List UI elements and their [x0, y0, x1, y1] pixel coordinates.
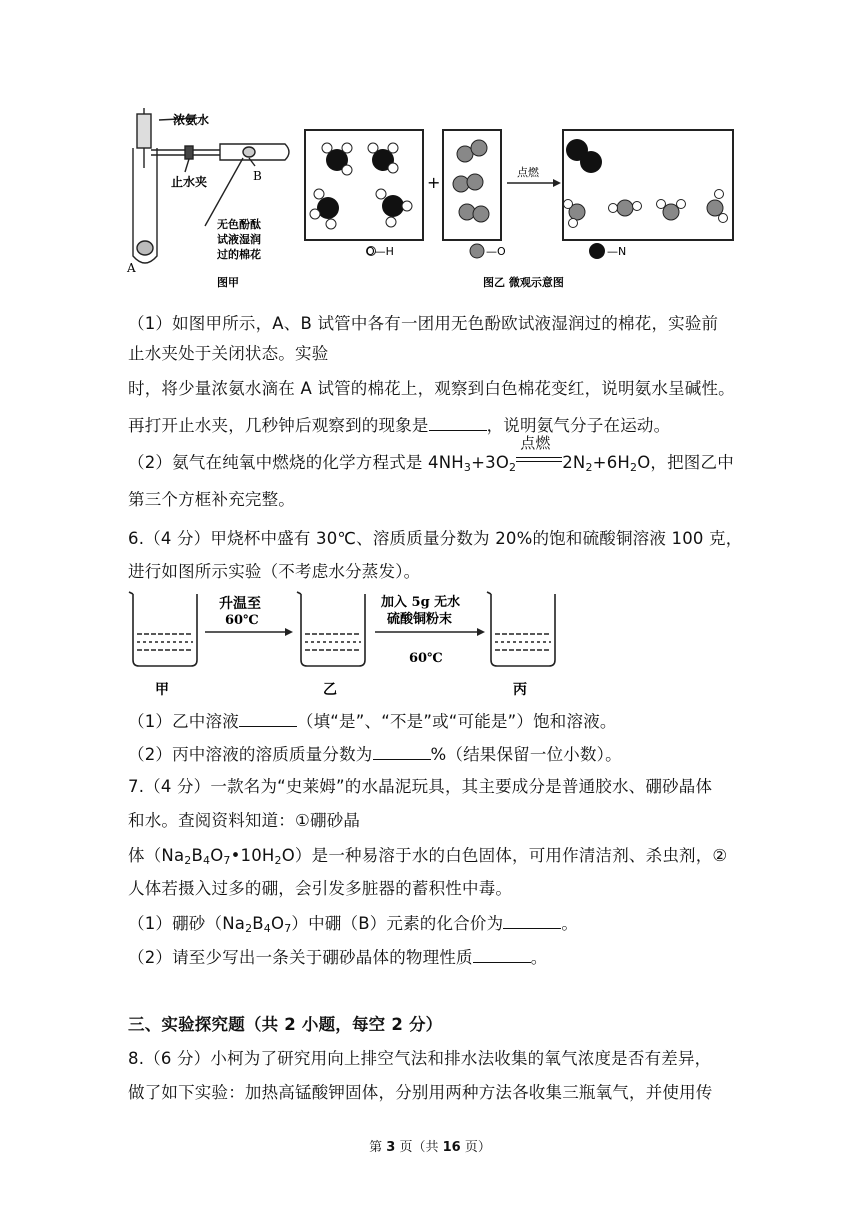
q6-line1: 6.（4 分）甲烧杯中盛有 30℃、溶质质量分数为 20%的饱和硫酸铜溶液 100 克， [128, 529, 743, 548]
caption-figure-jia: 图甲 [217, 276, 239, 289]
arrow2-label-top1: 加入 5g 无水 [381, 595, 461, 610]
equation-text: +3O [471, 453, 510, 472]
n2-molecule [566, 139, 602, 173]
q5-part2-line1 [128, 434, 734, 474]
formula-text: B [191, 846, 203, 865]
q5-part1-line2: 止水夹处于关闭状态。实验 [128, 344, 329, 363]
arrow2-label-top2: 硫酸铜粉末 [387, 612, 453, 627]
h2o-molecule [657, 200, 686, 221]
q7-part2 [128, 946, 547, 969]
arrow2-label-bottom: 60℃ [409, 651, 443, 666]
beaker-jia [129, 592, 197, 666]
q6-part2-tail: %（结果保留一位小数）。 [430, 745, 622, 764]
footer-text: 页） [460, 1140, 491, 1155]
answer-blank[interactable] [473, 946, 531, 963]
answer-blank[interactable] [429, 414, 487, 431]
o2-molecule [457, 140, 487, 162]
q7-line2: 和水。查阅资料知道：①硼砂晶 [128, 811, 361, 830]
reaction-condition: 点燃 [520, 434, 551, 452]
q7-part1-text: （1）硼砂（Na [128, 914, 246, 933]
formula-subscript: 2 [274, 854, 282, 867]
q6-part1-tail: （填“是”、“不是”或“可能是”）饱和溶液。 [296, 712, 617, 731]
label-tube-b: B [253, 169, 262, 183]
answer-blank[interactable] [503, 912, 561, 929]
legend-n: —N [607, 245, 627, 258]
legend-h: O—H [366, 245, 394, 258]
equation-text: 2N [562, 453, 586, 472]
answer-blank[interactable] [239, 710, 297, 727]
legend-o: —O [486, 245, 506, 258]
beaker-label-bing: 丙 [513, 682, 527, 698]
equation-subscript: 2 [509, 461, 517, 474]
q5-part1-line3: 时，将少量浓氨水滴在 A 试管的棉花上，观察到白色棉花变红，说明氨水呈碱性。 [128, 379, 735, 398]
nh3-molecule [322, 143, 352, 175]
q6-part1-text: （1）乙中溶液 [128, 712, 239, 731]
h2o-molecule [707, 190, 728, 223]
equation-subscript: 3 [463, 461, 472, 474]
formula-text: O [271, 914, 285, 933]
q6-line2: 进行如图所示实验（不考虑水分蒸发）。 [128, 562, 421, 581]
h2o-molecule [564, 200, 586, 228]
q6-part1 [128, 710, 617, 733]
arrow1-label-top: 升温至 [219, 596, 261, 612]
section3-heading: 三、实验探究题（共 2 小题，每空 2 分） [128, 1015, 443, 1034]
formula-subscript: 2 [245, 922, 253, 935]
q7-line4: 人体若摄入过多的硼，会引发多脏器的蓄积性中毒。 [128, 879, 513, 898]
micro-diagram [305, 130, 733, 240]
nh3-molecule [376, 189, 412, 227]
q7-line1: 7.（4 分）一款名为“史莱姆”的水晶泥玩具，其主要成分是普通胶水、硼砂晶体 [128, 777, 713, 796]
arrow1-label-bottom: 60℃ [225, 613, 259, 628]
equation-text: O，把图乙中 [637, 453, 734, 472]
plus-sign: + [427, 173, 441, 192]
q5-part1-line4 [128, 414, 670, 437]
q7-part1-end: 。 [561, 914, 579, 933]
formula-subscript: 4 [263, 922, 271, 935]
label-cotton-line1: 无色酚酞 [217, 218, 261, 231]
figure-beakers [125, 590, 565, 700]
q7-part2-end: 。 [530, 948, 548, 967]
h2o-molecule [609, 200, 642, 216]
equation-subscript: 2 [585, 461, 593, 474]
formula-subscript: 2 [184, 854, 192, 867]
formula-subscript: 4 [203, 854, 211, 867]
page-footer [0, 1136, 860, 1155]
legend-o-swatch [470, 244, 484, 258]
beaker-label-jia: 甲 [155, 682, 169, 698]
figure-apparatus-and-micro-diagram [125, 108, 740, 296]
formula-text: •10H [230, 846, 275, 865]
equation-text: +6H [592, 453, 631, 472]
q5-part1-line4-tail: ，说明氨气分子在运动。 [486, 416, 671, 435]
q5-part1-line4-text: 再打开止水夹，几秒钟后观察到的现象是 [128, 416, 429, 435]
q7-part1-tail: ）中硼（B）元素的化合价为 [291, 914, 504, 933]
formula-subscript: 7 [223, 854, 231, 867]
q5-part1-line1: （1）如图甲所示，A、B 试管中各有一团用无色酚欧试液湿润过的棉花，实验前 [128, 314, 719, 333]
beaker-label-yi: 乙 [323, 682, 337, 698]
equation-subscript: 2 [630, 461, 638, 474]
label-cotton-line2: 试液湿润 [217, 233, 261, 246]
o2-molecule [459, 204, 489, 222]
beaker-yi [297, 592, 365, 666]
q7-part2-text: （2）请至少写出一条关于硼砂晶体的物理性质 [128, 948, 473, 967]
beaker-bing [487, 592, 555, 666]
label-clip: 止水夹 [171, 175, 208, 189]
formula-subscript: 7 [284, 922, 292, 935]
nh3-molecule [368, 143, 398, 173]
label-tube-a: A [127, 261, 136, 275]
answer-blank[interactable] [373, 743, 431, 760]
equation-text: （2）氨气在纯氧中燃烧的化学方程式是 4NH [128, 453, 464, 472]
page-total: 16 [442, 1140, 461, 1155]
footer-text: 页（共 [395, 1140, 443, 1155]
q6-part2 [128, 743, 622, 766]
o2-molecule [453, 174, 483, 192]
q8-line1: 8.（6 分）小柯为了研究用向上排空气法和排水法收集的氧气浓度是否有差异， [128, 1049, 712, 1068]
formula-text: O [210, 846, 224, 865]
label-concentrated-ammonia: 浓氨水 [173, 113, 210, 127]
caption-figure-yi: 图乙 微观示意图 [483, 276, 564, 289]
label-cotton-line3: 过的棉花 [217, 248, 261, 261]
q8-line2: 做了如下实验：加热高锰酸钾固体，分别用两种方法各收集三瓶氧气，并使用传 [128, 1083, 713, 1102]
q7-line3 [128, 845, 727, 867]
formula-text: O）是一种易溶于水的白色固体，可用作清洁剂、杀虫剂，② [281, 846, 728, 865]
page-number: 3 [386, 1140, 396, 1155]
apparatus-drawing [133, 108, 289, 263]
formula-text: B [252, 914, 264, 933]
q7-part1 [128, 912, 578, 935]
reaction-arrow [516, 434, 562, 468]
nh3-molecule [310, 189, 339, 229]
q5-part2-line2: 第三个方框补充完整。 [128, 490, 295, 509]
q6-part2-text: （2）丙中溶液的溶质质量分数为 [128, 745, 373, 764]
formula-text: 体（Na [128, 846, 185, 865]
footer-text: 第 [369, 1140, 387, 1155]
arrow-label-ignite: 点燃 [517, 166, 539, 179]
legend-n-swatch [589, 243, 605, 259]
